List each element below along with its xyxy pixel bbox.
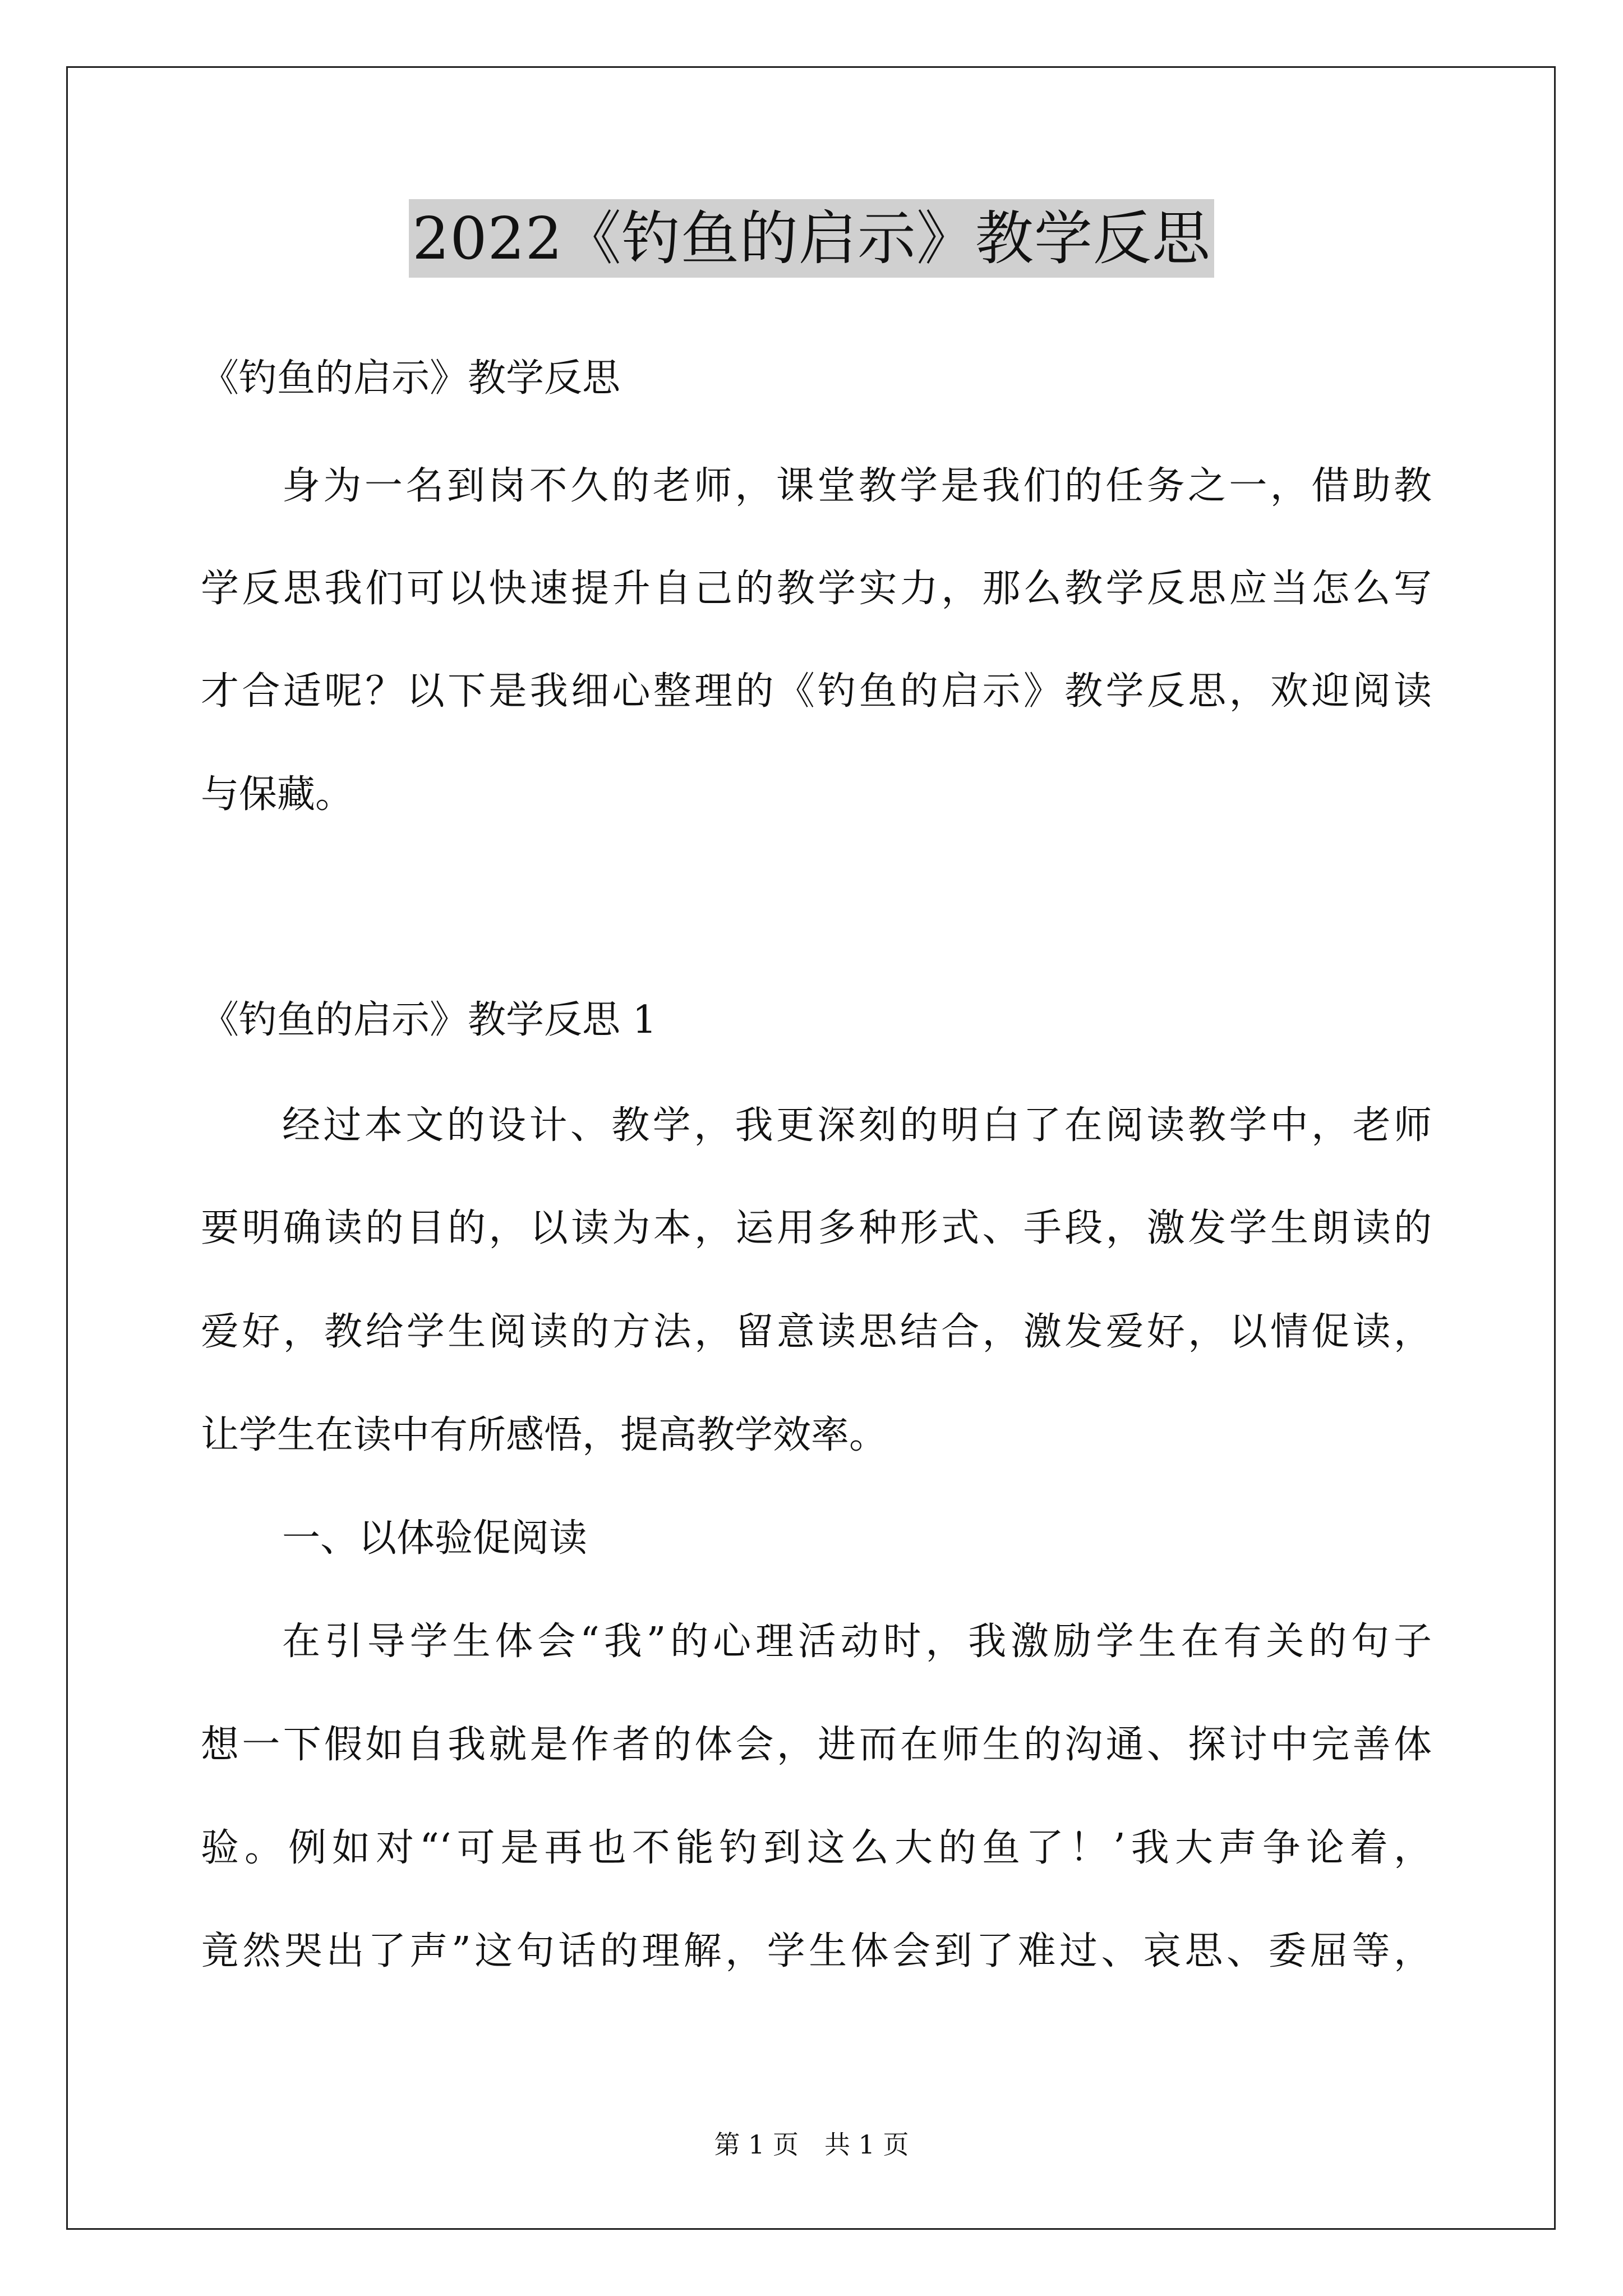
subtitle: 《钓鱼的启示》教学反思 [201, 356, 621, 401]
paragraph-line: 在引导学生体会“我”的心理活动时，我激励学生在有关的句子 [282, 1619, 1432, 1664]
point-heading: 一、以体验促阅读 [282, 1516, 588, 1561]
intro-line: 身为一名到岗不久的老师，课堂教学是我们的任务之一，借助教 [282, 464, 1432, 508]
paragraph-line: 要明确读的目的，以读为本，运用多种形式、手段，激发学生朗读的 [201, 1206, 1432, 1250]
section-heading: 《钓鱼的启示》教学反思 1 [201, 998, 657, 1042]
intro-line: 学反思我们可以快速提升自己的教学实力，那么教学反思应当怎么写 [201, 567, 1432, 611]
page-number-footer: 第 1 页 共 1 页 [714, 2129, 909, 2160]
paragraph-line: 竟然哭出了声”这句话的理解，学生体会到了难过、哀思、委屈等， [201, 1929, 1432, 1973]
paragraph-line: 爱好，教给学生阅读的方法，留意读思结合，激发爱好，以情促读， [201, 1310, 1432, 1354]
intro-line: 与保藏。 [201, 772, 354, 817]
paragraph-line: 想一下假如自我就是作者的体会，进而在师生的沟通、探讨中完善体 [201, 1723, 1432, 1767]
title-block [0, 199, 1623, 278]
paragraph-line: 验。例如对“‘可是再也不能钓到这么大的鱼了！’我大声争论着， [201, 1826, 1432, 1870]
paragraph-line: 经过本文的设计、教学，我更深刻的明白了在阅读教学中，老师 [282, 1103, 1432, 1148]
document-title: 2022《钓鱼的启示》教学反思 [409, 199, 1214, 278]
paragraph-line: 让学生在读中有所感悟，提高教学效率。 [201, 1413, 888, 1457]
intro-line: 才合适呢？以下是我细心整理的《钓鱼的启示》教学反思，欢迎阅读 [201, 669, 1432, 714]
